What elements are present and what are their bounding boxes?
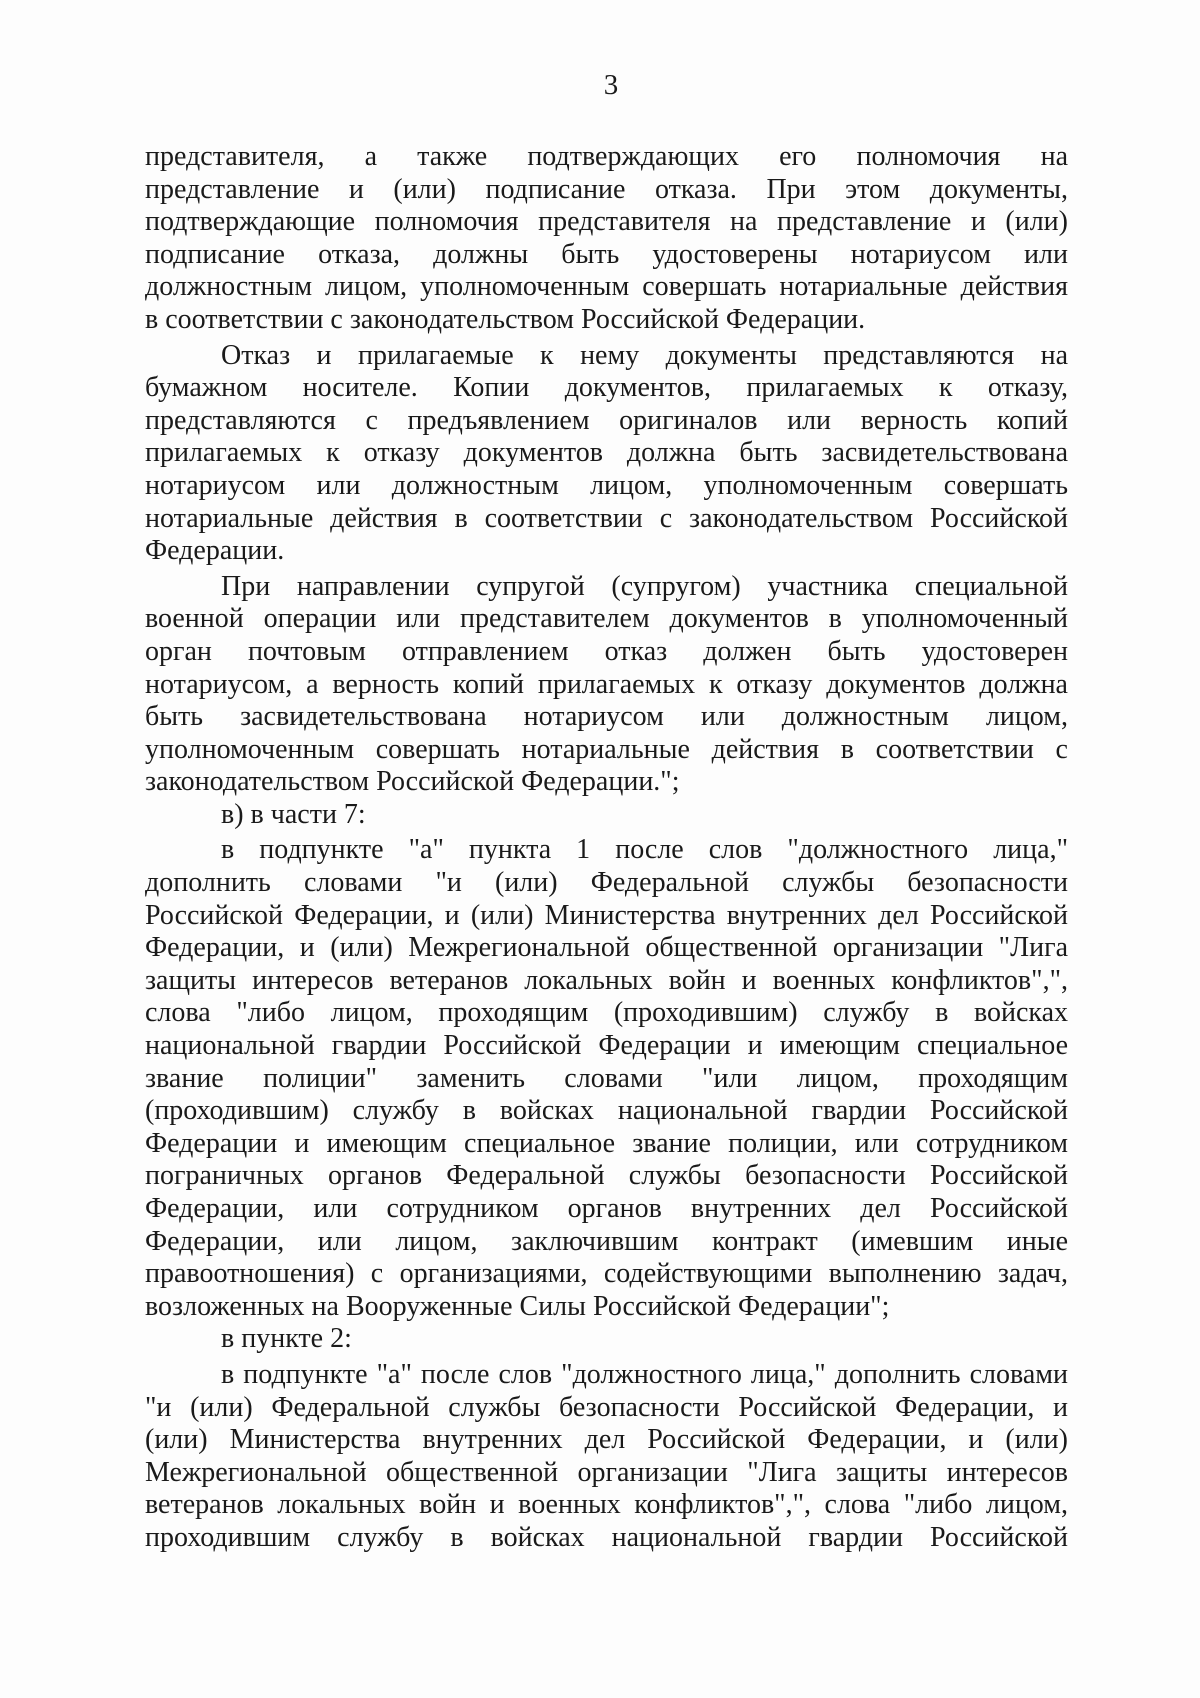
text-line: слова "либо лицом, проходящим (проходившим) службу в войсках [145,997,1068,1029]
text-line: Федерации, или лицом, заключившим контракт (имевшим иные [145,1225,1068,1257]
text-line: прилагаемых к отказу документов должна быть засвидетельствована [145,437,1068,469]
text-line: в подпункте "а" после слов "должностного лица," дополнить словами [221,1358,1068,1390]
text-line: в подпункте "а" пункта 1 после слов "должностного лица," [221,834,1068,866]
text-line: представление и (или) подписание отказа. При этом документы, [145,173,1068,205]
document-body [145,141,1068,1555]
text-line: быть засвидетельствована нотариусом или должностным лицом, [145,701,1068,733]
text-line: в пункте 2: [221,1323,352,1355]
text-line: нотариальные действия в соответствии с законодательством Российской [145,502,1068,534]
text-line: представляются с предъявлением оригиналов или верность копий [145,404,1068,436]
text-line: в) в части 7: [221,798,366,830]
text-line: ветеранов локальных войн и военных конфликтов",", слова "либо лицом, [145,1489,1068,1521]
text-line: военной операции или представителем документов в уполномоченный [145,603,1068,635]
text-line: Российской Федерации, и (или) Министерства внутренних дел Российской [145,899,1068,931]
text-line: (или) Министерства внутренних дел Российской Федерации, и (или) [145,1424,1068,1456]
text-line: Отказ и прилагаемые к нему документы представляются на [221,339,1068,371]
text-line: должностным лицом, уполномоченным совершать нотариальные действия [145,271,1068,303]
text-line: (проходившим) службу в войсках национальной гвардии Российской [145,1095,1068,1127]
text-line: "и (или) Федеральной службы безопасности Российской Федерации, и [145,1391,1068,1423]
text-line: Федерации. [145,535,285,567]
text-line: пограничных органов Федеральной службы безопасности Российской [145,1160,1068,1192]
text-line: представителя, а также подтверждающих его полномочия на [145,141,1068,172]
text-line: бумажном носителе. Копии документов, прилагаемых к отказу, [145,372,1068,404]
text-line: уполномоченным совершать нотариальные действия в соответствии с [145,733,1068,765]
text-line: в соответствии с законодательством Российской Федерации. [145,303,866,335]
text-line: подписание отказа, должны быть удостоверены нотариусом или [145,238,1068,270]
page-number: 3 [603,69,619,101]
text-line: орган почтовым отправлением отказ должен быть удостоверен [145,635,1068,667]
text-line: звание полиции" заменить словами "или лицом, проходящим [145,1062,1068,1094]
text-line: защиты интересов ветеранов локальных войн и военных конфликтов",", [145,964,1068,996]
text-line: национальной гвардии Российской Федерации и имеющим специальное [145,1030,1068,1062]
text-line: законодательством Российской Федерации."; [145,766,680,798]
text-line: При направлении супругой (супругом) участника специальной [221,570,1068,602]
text-line: нотариусом, а верность копий прилагаемых к отказу документов должна [145,668,1068,700]
text-line: подтверждающие полномочия представителя на представление и (или) [145,206,1068,238]
text-line: нотариусом или должностным лицом, уполномоченным совершать [145,469,1068,501]
text-line: дополнить словами "и (или) Федеральной службы безопасности [145,867,1068,899]
text-line: Федерации, или сотрудником органов внутренних дел Российской [145,1193,1068,1224]
text-line: Межрегиональной общественной организации "Лига защиты интересов [145,1456,1068,1488]
text-line: Федерации, и (или) Межрегиональной общественной организации "Лига [145,932,1068,964]
text-line: возложенных на Вооруженные Силы Российской Федерации"; [145,1290,890,1322]
text-line: правоотношения) с организациями, содействующими выполнению задач, [145,1258,1068,1290]
text-line: проходившим службу в войсках национальной гвардии Российской [145,1521,1068,1553]
text-line: Федерации и имеющим специальное звание полиции, или сотрудником [145,1127,1068,1159]
